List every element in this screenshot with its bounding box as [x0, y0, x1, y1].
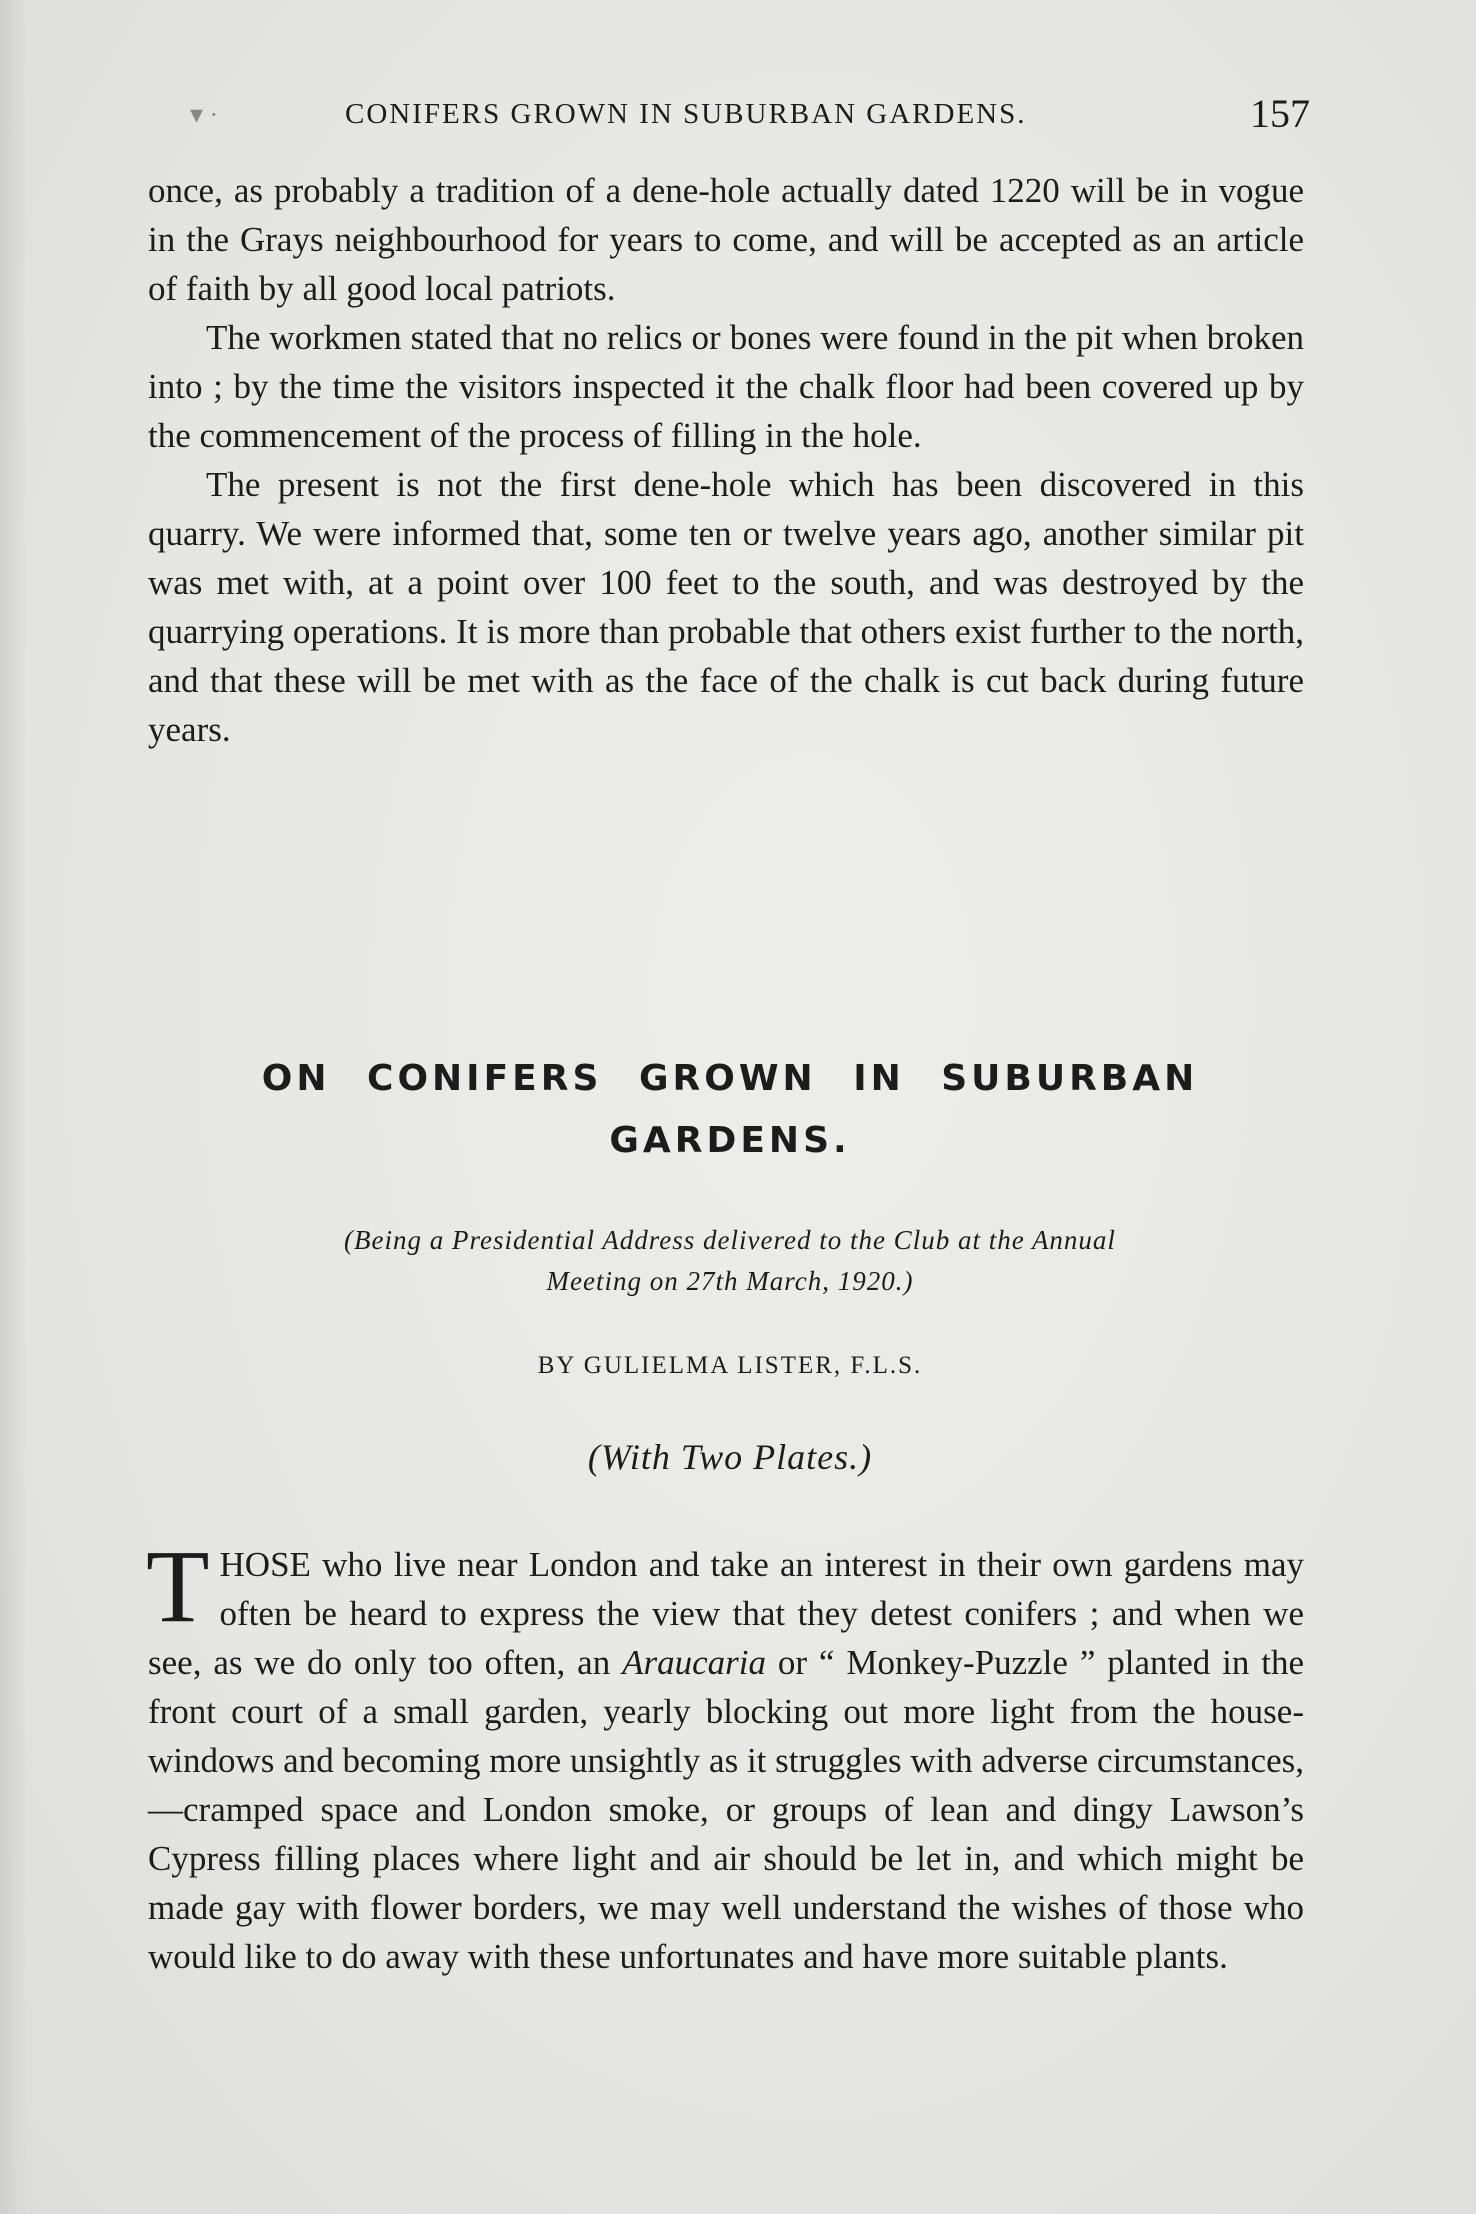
article-title-line-1: ON CONIFERS GROWN IN SUBURBAN — [261, 1058, 1199, 1099]
running-head — [150, 92, 1310, 142]
paragraph: The present is not the first dene-hole which has been discovered in this quarry. We were informed that, some ten or twelve years ago, another similar pit was met with, at a point over 100 feet to the south, and was destroyed by the quarrying operations. It is more than probable that others exist further to the north, and that these will be met with as the face of the chalk is cut back during future years. — [148, 465, 1304, 749]
printer-mark: ▾ · — [190, 100, 219, 129]
article-subtitle — [190, 1220, 1270, 1302]
paragraph: The workmen stated that no relics or bones were found in the pit when broken into ; by the time the visitors inspected it the chalk floor had been covered up by the commencement of the process of filling in the hole. — [148, 318, 1304, 455]
previous-article-text — [148, 166, 1304, 754]
continuation-text: or “ Monkey-Puzzle ” planted in the front court of a small garden, yearly blocking out more light from the house-windows and becoming more unsightly as it struggles with adverse circumstances,—cramped space and London smoke, or groups of lean and dingy Lawson’s Cypress filling places where light and air should be let in, and which might be made gay with flower borders, we may well understand the wishes of those who would like to do away with these unfortunates and have more suitable plants. — [148, 1643, 1304, 1976]
running-head-title: CONIFERS GROWN IN SUBURBAN GARDENS. — [345, 98, 1027, 130]
subtitle-line-2: Meeting on 27th March, 1920.) — [546, 1266, 914, 1296]
opening-paragraph — [146, 1529, 1304, 1981]
italic-term: Araucaria — [622, 1643, 766, 1682]
drop-cap: T — [146, 1529, 210, 1644]
author-byline: BY GULIELMA LISTER, F.L.S. — [537, 1352, 923, 1379]
gutter-shadow — [0, 0, 28, 2214]
address-body-text — [146, 1529, 1304, 1981]
page-number: 157 — [1250, 91, 1310, 136]
article-title — [150, 1048, 1310, 1172]
subtitle-line-1: (Being a Presidential Address delivered to the Club at the Annual — [344, 1225, 1116, 1255]
article-title-line-2: GARDENS. — [609, 1120, 851, 1161]
opening-text: HOSE who live near London and take an interest in their own gardens may often be heard to express the view that they detest conifers ; and when we see, as we do only too often, an — [148, 1545, 1304, 1682]
plates-note: (With Two Plates.) — [587, 1437, 873, 1477]
paragraph: once, as probably a tradition of a dene-hole actually dated 1220 will be in vogue in the Grays neighbourhood for years to come, and will be accepted as an article of faith by all good local patriots. — [148, 171, 1304, 308]
